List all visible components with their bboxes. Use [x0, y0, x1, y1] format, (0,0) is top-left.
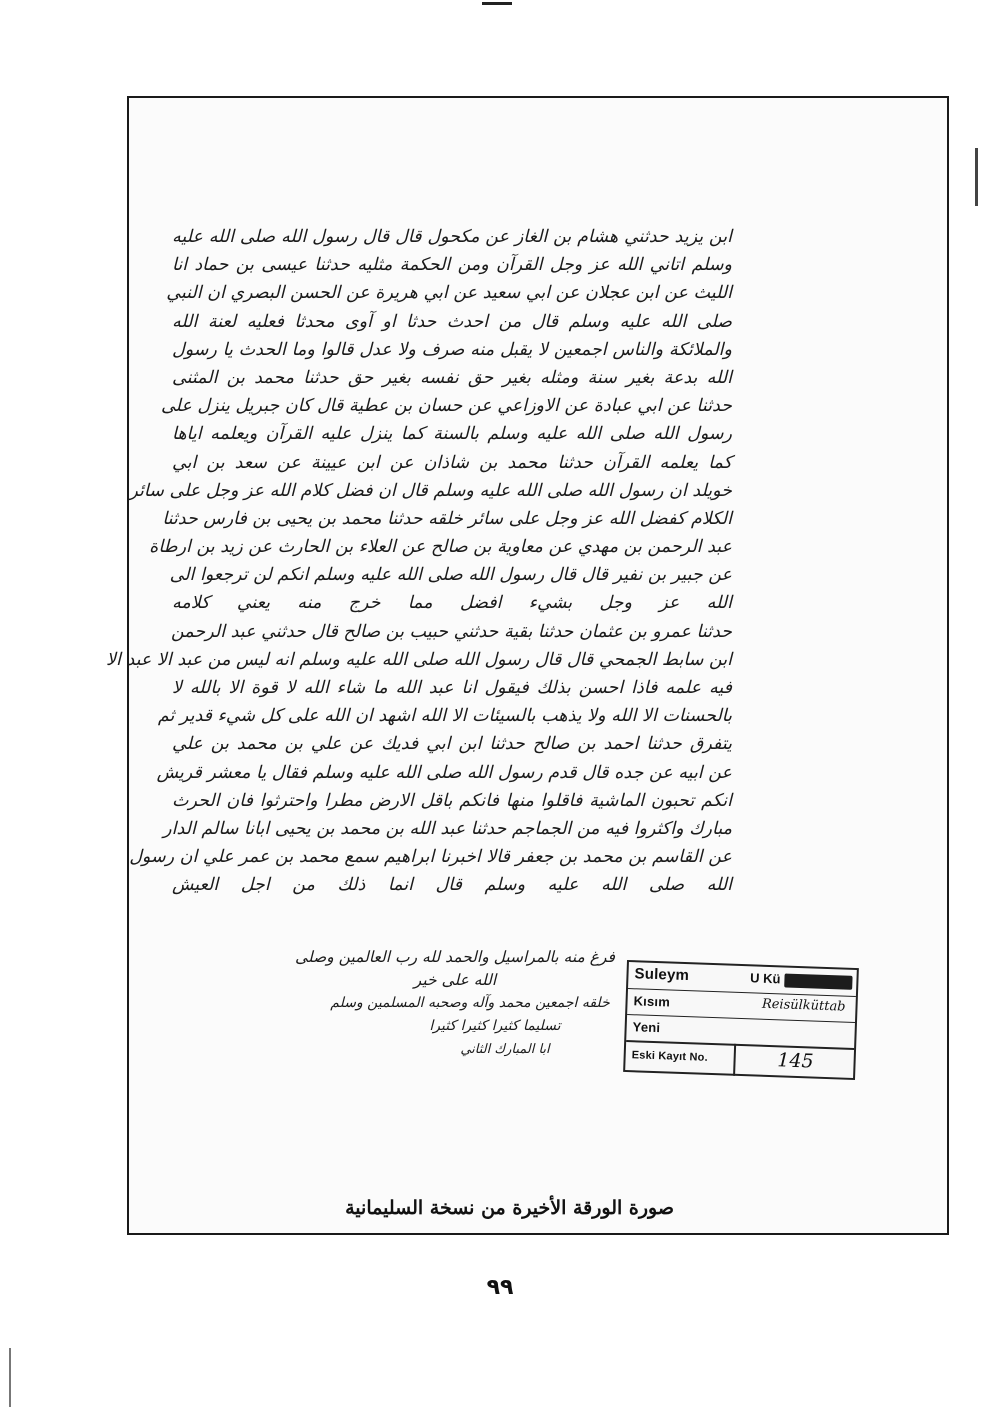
manuscript-line: صلى الله عليه وسلم قال من احدث حدثا او آوى محدثا فعليه لعنة الله — [172, 311, 732, 332]
manuscript-line: الله عز وجل بشيء افضل مما خرج منه يعني كلامه — [172, 593, 732, 614]
colophon-line: ابا المبارك الثاني — [460, 1042, 550, 1057]
manuscript-line: بالحسنات الا الله ولا يذهب بالسيئات الا الله اشهد ان الله على كل شيء قدير ثم — [157, 706, 732, 727]
manuscript-line: ابن سابط الجمحي قال قال رسول الله صلى الله عليه وسلم انه ليس من عبد الا عبد الا — [106, 649, 732, 670]
plate-caption: صورة الورقة الأخيرة من نسخة السليمانية — [345, 1197, 674, 1219]
stamp-collection-label: Kısım — [633, 993, 671, 1010]
stamp-collection-value: Reisülküttab — [761, 996, 846, 1015]
colophon-line: تسليما كثيرا كثيرا كثيرا — [429, 1018, 561, 1034]
manuscript-line: انكم تحبون الماشية فاقلوا منها فانكم باقل الارض مطرا واحترثوا فان الحرث — [172, 790, 732, 811]
stamp-library-label: Suleym — [634, 965, 690, 985]
colophon-line: خلقه اجمعين محمد وآله وصحبه المسلمين وسلم — [330, 995, 610, 1011]
colophon-line: فرغ منه بالمراسيل والحمد لله رب العالمين وصلى الله على خير — [295, 948, 615, 989]
colophon — [290, 946, 620, 1061]
manuscript-line: كما يعلمه القرآن حدثنا محمد بن شاذان عن ابن عيينة عن سعد بن ابي — [172, 452, 732, 473]
manuscript-line: خويلد ان رسول الله صلى الله عليه وسلم قال ان فضل كلام الله عز وجل على سائر — [129, 480, 732, 501]
manuscript-line: عن جبير بن نفير قال قال رسول الله صلى الله عليه وسلم انكم لن ترجعوا الى — [169, 565, 732, 586]
manuscript-line: يتفرق حدثنا احمد بن صالح حدثنا ابن ابي فديك عن علي بن محمد بن علي — [172, 734, 732, 755]
manuscript-line: الله بدعة بغير سنة ومثله بغير حق نفسه بغير حق حدثنا محمد بن المثنى — [172, 367, 732, 388]
manuscript-line: ابن يزيد حدثني هشام بن الغاز عن مكحول قال قال رسول الله صلى الله عليه — [172, 227, 732, 247]
manuscript-line: مبارك واكثروا فيه من الجماجم حدثنا عبد الله بن محمد بن يحيى ابانا سالم الدار — [163, 818, 732, 839]
stamp-record-label: Eski Kayıt No. — [631, 1049, 709, 1064]
manuscript-line: والملائكة والناس اجمعين لا يقبل منه صرف ولا عدل قالوا وما الحدث يا رسول — [172, 339, 732, 360]
manuscript-line: وسلم اتاني الله عز وجل القرآن ومن الحكمة مثليه حدثنا عيسى بن حماد انا — [172, 255, 732, 276]
manuscript-line: رسول الله صلى الله عليه وسلم بالسنة كما ينزل عليه القرآن ويعلمه اياها — [172, 424, 732, 445]
manuscript-text — [106, 223, 732, 900]
manuscript-line: فيه علمه فاذا احسن بذلك فيقول انا عبد الله ما شاء الله لا قوة الا بالله لا — [172, 678, 732, 698]
page-number: ٩٩ — [486, 1275, 514, 1300]
manuscript-line: الله صلى الله عليه وسلم قال انما ذلك من اجل العيش — [172, 875, 732, 896]
scan-artifact-right — [975, 148, 978, 206]
library-stamp — [623, 960, 859, 1080]
stamp-record-value: 145 — [776, 1049, 814, 1073]
manuscript-line: عن ابيه عن جده قال قدم رسول الله صلى الله عليه وسلم فقال يا معشر قريش — [156, 762, 732, 783]
stamp-library-suffix: U Kü — [749, 970, 781, 987]
manuscript-line: عن القاسم بن محمد بن جعفر قالا اخبرنا ابراهيم سمع محمد بن عمر علي ان رسول — [129, 847, 732, 868]
manuscript-line: حدثنا عمرو بن عثمان حدثنا بقية حدثني حبيب بن صالح قال حدثني عبد الرحمن — [170, 621, 732, 642]
manuscript-line: عبد الرحمن بن مهدي عن معاوية بن صالح عن العلاء بن الحارث عن زيد بن ارطاة — [149, 537, 732, 558]
stamp-ink-blot — [784, 973, 852, 989]
manuscript-line: الكلام كفضل الله عز وجل على سائر خلقه حدثنا محمد بن يحيى بن فارس حدثنا — [162, 508, 732, 529]
scan-artifact-left — [9, 1348, 11, 1407]
manuscript-line: الليث عن ابن عجلان عن ابي سعيد عن ابي هريرة عن الحسن البصري ان النبي — [166, 283, 732, 304]
scan-artifact-top — [482, 2, 512, 5]
stamp-yeni-label: Yeni — [632, 1019, 661, 1036]
manuscript-line: حدثنا عن ابي عبادة عن الاوزاعي عن حسان بن عطية قال كان جبريل ينزل على — [160, 396, 732, 417]
